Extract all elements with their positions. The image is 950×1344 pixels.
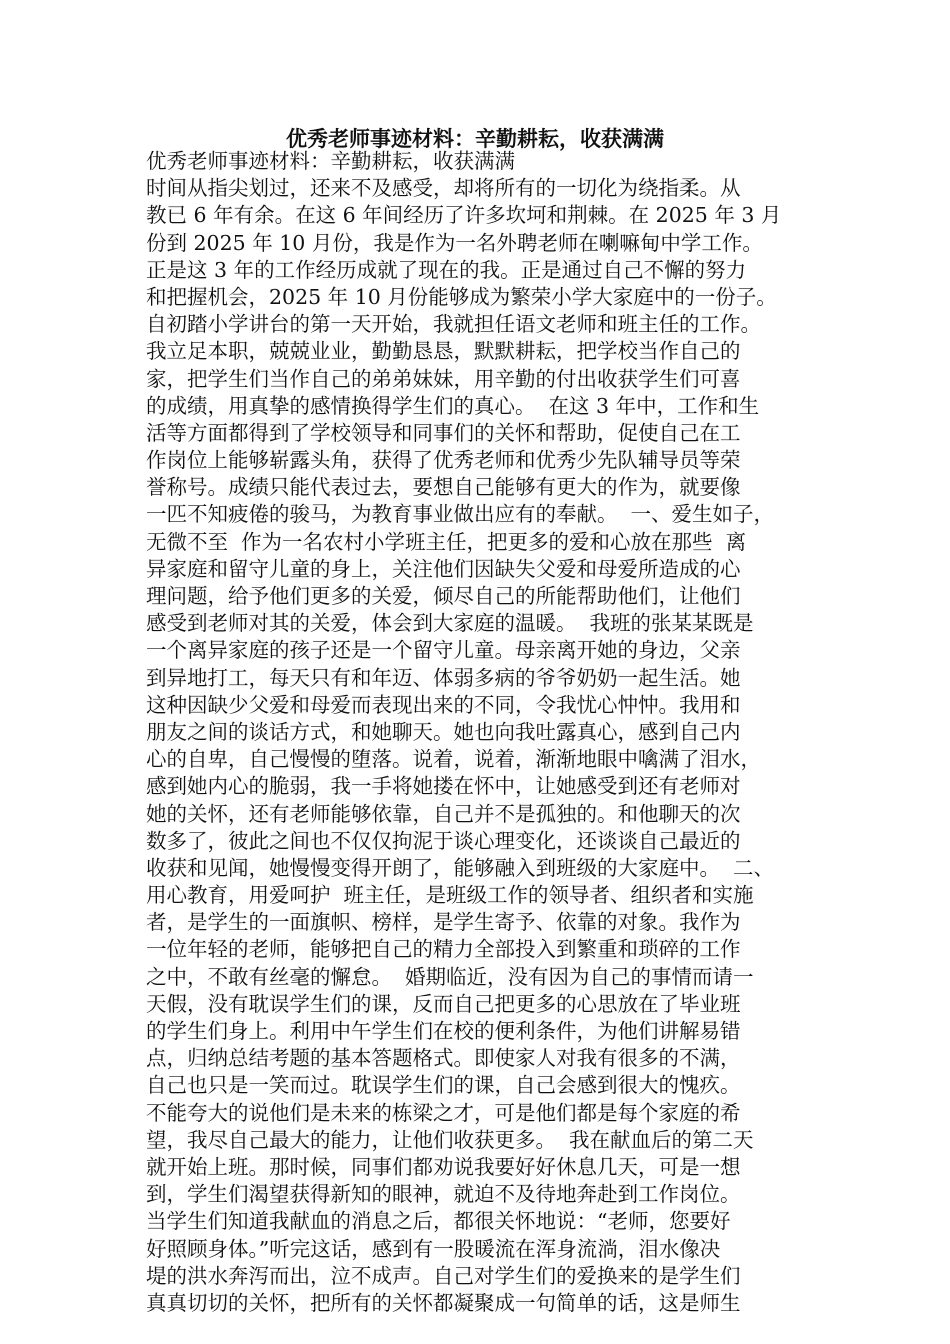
body-text-line: 作岗位上能够崭露头角，获得了优秀老师和优秀少先队辅导员等荣 [146,448,741,473]
body-text-line: 当学生们知道我献血的消息之后，都很关怀地说：“老师，您要好 [146,1209,731,1234]
body-text-line: 家，把学生们当作自己的弟弟妹妹，用辛勤的付出收获学生们可喜 [146,366,741,391]
body-text-line: 和把握机会，2025 年 10 月份能够成为繁荣小学大家庭中的一份子。 [146,284,777,309]
body-text-line: 朋友之间的谈话方式，和她聊天。她也向我吐露真心，感到自己内 [146,719,741,744]
body-text-line: 一位年轻的老师，能够把自己的精力全部投入到繁重和琐碎的工作 [146,937,741,962]
body-text-line: 一匹不知疲倦的骏马，为教育事业做出应有的奉献。 一、爱生如子， [146,502,775,527]
body-text-line: 理问题，给予他们更多的关爱，倾尽自己的所能帮助他们，让他们 [146,584,741,608]
body-text-line: 天假，没有耽误学生们的课，反而自己把更多的心思放在了毕业班 [146,991,741,1016]
body-text-line: 异家庭和留守儿童的身上，关注他们因缺失父爱和母爱所造成的心 [146,556,741,581]
body-text-line: 的学生们身上。利用中午学生们在校的便利条件，为他们讲解易错 [146,1019,741,1043]
body-text-line: 自初踏小学讲台的第一天开始，我就担任语文老师和班主任的工作。 [146,312,761,337]
body-text-line: 誉称号。成绩只能代表过去，要想自己能够有更大的作为，就要像 [146,475,741,500]
body-text-line: 望，我尽自己最大的能力，让他们收获更多。 我在献血后的第二天 [146,1127,754,1152]
body-text-line: 到，学生们渴望获得新知的眼神，就迫不及待地奔赴到工作岗位。 [146,1182,741,1207]
body-text-line: 这种因缺少父爱和母爱而表现出来的不同，令我忧心忡忡。我用和 [146,692,741,717]
body-text-line: 者，是学生的一面旗帜、榜样，是学生寄予、依靠的对象。我作为 [146,910,741,935]
body-text-line: 活等方面都得到了学校领导和同事们的关怀和帮助，促使自己在工 [146,420,741,445]
body-text-line: 正是这 3 年的工作经历成就了现在的我。正是通过自己不懈的努力 [146,257,747,282]
body-text-line: 之中，不敢有丝毫的懈怠。 婚期临近，没有因为自己的事情而请一 [146,964,754,989]
body-text-line: 她的关怀，还有老师能够依靠，自己并不是孤独的。和他聊天的次 [146,801,741,826]
document-title: 优秀老师事迹材料：辛勤耕耘，收获满满 [286,126,664,151]
body-text-line: 用心教育，用爱呵护 班主任，是班级工作的领导者、组织者和实施 [146,883,754,908]
body-text-line: 感到她内心的脆弱，我一手将她搂在怀中，让她感受到还有老师对 [146,774,741,799]
body-text-line: 点，归纳总结考题的基本答题格式。即使家人对我有很多的不满， [146,1046,741,1071]
body-text-line: 的成绩，用真挚的感情换得学生们的真心。 在这 3 年中，工作和生 [146,393,760,418]
body-text-line: 堤的洪水奔泻而出，泣不成声。自己对学生们的爱换来的是学生们 [146,1263,741,1288]
body-text-line: 心的自卑，自己慢慢的堕落。说着，说着，渐渐地眼中噙满了泪水， [146,747,761,772]
body-text-line: 份到 2025 年 10 月份，我是作为一名外聘老师在喇嘛甸中学工作。 [146,230,763,255]
body-text-line: 到异地打工，每天只有和年迈、体弱多病的爷爷奶奶一起生活。她 [146,665,741,690]
body-text-line: 自己也只是一笑而过。耽误学生们的课，自己会感到很大的愧疚。 [146,1073,741,1098]
body-text-line: 感受到老师对其的关爱，体会到大家庭的温暖。 我班的张某某既是 [146,611,754,636]
document-subtitle-line: 优秀老师事迹材料：辛勤耕耘，收获满满 [146,149,515,173]
body-text-line: 就开始上班。那时候，同事们都劝说我要好好休息几天，可是一想 [146,1154,741,1179]
body-text-line: 我立足本职，兢兢业业，勤勤恳恳，默默耕耘，把学校当作自己的 [146,339,741,364]
body-text-line: 收获和见闻，她慢慢变得开朗了，能够融入到班级的大家庭中。 二、 [146,855,775,880]
body-text-line: 好照顾身体。”听完这话，感到有一股暖流在浑身流淌，泪水像决 [146,1236,721,1261]
body-text-line: 一个离异家庭的孩子还是一个留守儿童。母亲离开她的身边，父亲 [146,638,741,663]
body-text-line: 教已 6 年有余。在这 6 年间经历了许多坎坷和荆棘。在 2025 年 3 月 [146,203,782,228]
body-text-line: 不能夸大的说他们是未来的栋梁之才，可是他们都是每个家庭的希 [146,1100,741,1125]
body-text-line: 时间从指尖划过，还来不及感受，却将所有的一切化为绕指柔。从 [146,176,741,201]
body-text-line: 真真切切的关怀，把所有的关怀都凝聚成一句简单的话，这是师生 [146,1290,741,1315]
document-body [146,148,806,1317]
body-text-line: 数多了，彼此之间也不仅仅拘泥于谈心理变化，还谈谈自己最近的 [146,828,741,853]
body-text-line: 无微不至 作为一名农村小学班主任，把更多的爱和心放在那些 离 [146,529,747,554]
